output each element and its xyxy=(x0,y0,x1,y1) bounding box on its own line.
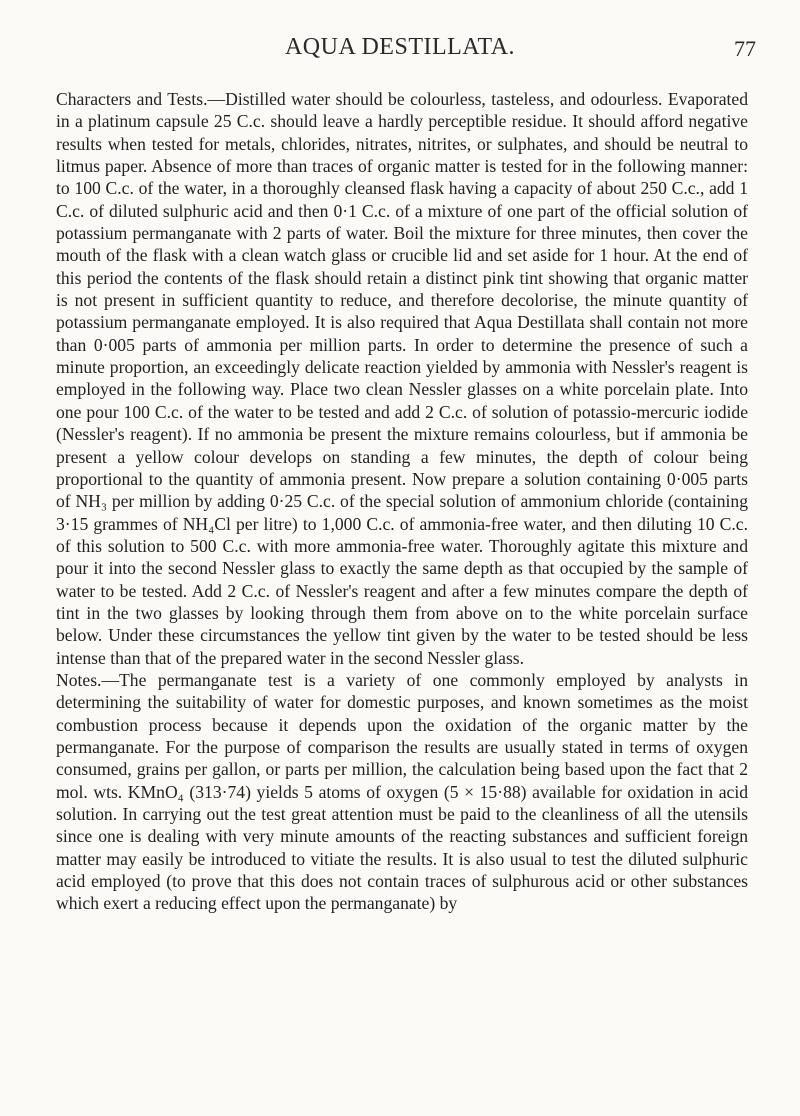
page-header xyxy=(40,34,760,68)
body-text xyxy=(56,88,748,915)
paragraph-heading: Characters and Tests. xyxy=(56,89,208,109)
page-number: 77 xyxy=(734,36,756,61)
paragraph-heading: Notes. xyxy=(56,669,102,690)
paragraph-characters-and-tests xyxy=(56,88,748,669)
paragraph-text: —Distilled water should be colourless, tasteless, and odourless. Evaporated in a platinum capsule 25 C.c. should leave a hardly perceptible residue. It should afford negative results when tested for metals, chlorides, nitrates, nitrites, or sulphates, and should be neutral to litmus paper. Absence of more than traces of organic matter is tested for in the following manner: to 100 C.c. of the water, in a thoroughly cleansed flask having a capacity of about 250 C.c., add 1 C.c. of diluted sulphuric acid and then 0·1 C.c. of a mixture of one part of the official solution of potassium permanganate with 2 parts of water. Boil the mixture for three minutes, then cover the mouth of the flask with a clean watch glass or crucible lid and set aside for 1 hour. At the end of this period the contents of the flask should retain a distinct pink tint showing that organic matter is not present in sufficient quantity to reduce, and therefore decolorise, the minute quantity of potassium permanganate employed. It is also required that Aqua Destillata shall contain not more than 0·005 parts of ammonia per million parts. In order to determine the presence of such a minute proportion, an exceedingly delicate reaction yielded by ammonia with Nessler's reagent is employed in the following way. Place two clean Nessler glasses on a white porcelain plate. Into one pour 100 C.c. of the water to be tested and add 2 C.c. of solution of potassio-mercuric iodide (Nessler's reagent). If no ammonia be present the mixture remains colourless, but if ammonia be present a yellow colour develops on standing a few minutes, the depth of colour being proportional to the quantity of ammonia present. Now prepare a solution containing 0·005 parts of NH₃ per million by adding 0·25 C.c. of the special solution of ammonium chloride (containing 3·15 grammes of NH₄Cl per litre) to 1,000 C.c. of ammonia-free water, and then diluting 10 C.c. of this solution to 500 C.c. with more ammonia-free water. Thoroughly agitate this mixture and pour it into the second Nessler glass to exactly the same depth as that occupied by the sample of water to be tested. Add 2 C.c. of Nessler's reagent and after a few minutes compare the depth of tint in the two glasses by looking through them from above on to the white porcelain surface below. Under these circumstances the yellow tint given by the water to be tested should be less intense than that of the prepared water in the second Nessler glass. xyxy=(56,89,748,668)
paragraph-notes xyxy=(56,669,748,915)
running-title: AQUA DESTILLATA. xyxy=(284,34,516,60)
paragraph-text: —The permanganate test is a variety of one commonly employed by analysts in determining the suitability of water for domestic purposes, and known sometimes as the moist combustion process because it depends upon the oxidation of the organic matter by the permanganate. For the purpose of comparison the results are usually stated in terms of oxygen consumed, grains per gallon, or parts per million, the calculation being based upon the fact that 2 mol. wts. KMnO₄ (313·74) yields 5 atoms of oxygen (5 × 15·88) available for oxidation in acid solution. In carrying out the test great attention must be paid to the cleanliness of all the utensils since one is dealing with very minute amounts of the reacting substances and sufficient foreign matter may easily be introduced to vitiate the results. It is also usual to test the diluted sulphuric acid employed (to prove that this does not contain traces of sulphurous acid or other substances which exert a reducing effect upon the permanganate) by xyxy=(56,669,748,914)
